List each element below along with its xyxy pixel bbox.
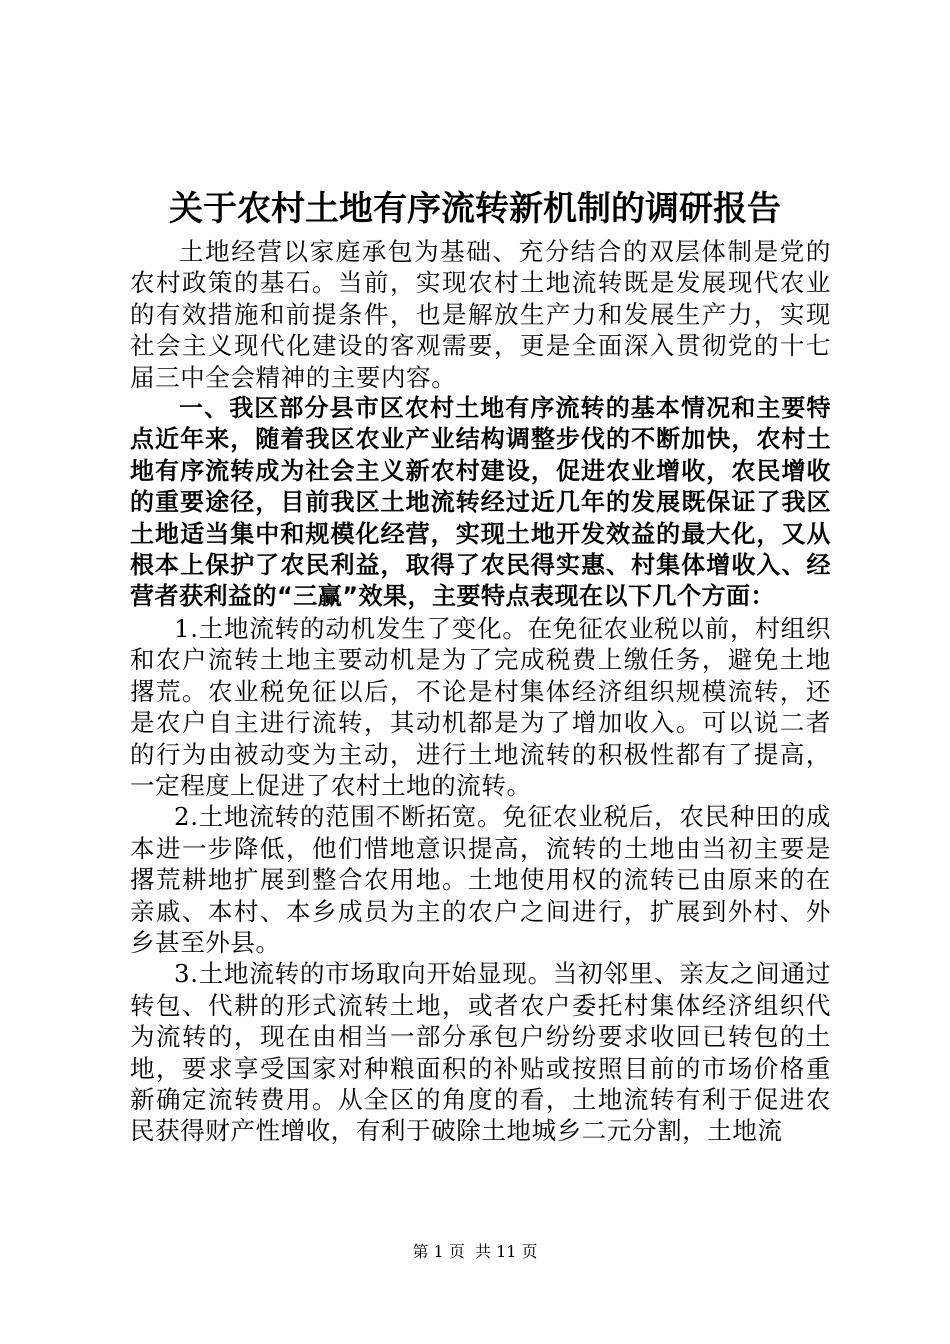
list-item-paragraph-3: 3.土地流转的市场取向开始显现。当初邻里、亲友之间通过转包、代耕的形式流转土地，或者农户委托村集体经济组织代为流转的，现在由相当一部分承包户纷纷要求收回已转包的土地，要求享受国家对种粮面积的补贴或按照目前的市场价格重新确定流转费用。从全区的角度的看，土地流转有利于促进农民获得财产性增收，有利于破除土地城乡二元分割，土地流 [130,959,831,1146]
section-heading-paragraph: 一、我区部分县市区农村土地有序流转的基本情况和主要特点近年来，随着我区农业产业结构调整步伐的不断加快，农村土地有序流转成为社会主义新农村建设，促进农业增收，农民增收的重要途径，目前我区土地流转经过近几年的发展既保证了我区土地适当集中和规模化经营，实现土地开发效益的最大化，又从根本上保护了农民利益，取得了农民得实惠、村集体增收入、经营者获利益的“三赢”效果，主要特点表现在以下几个方面： [130,394,831,611]
document-title: 关于农村土地有序流转新机制的调研报告 [169,189,781,229]
intro-paragraph: 土地经营以家庭承包为基础、充分结合的双层体制是党的农村政策的基石。当前，实现农村土地流转既是发展现代农业的有效措施和前提条件，也是解放生产力和发展生产力，实现社会主义现代化建设的客观需要，更是全面深入贯彻党的十七届三中全会精神的主要内容。 [130,237,831,392]
page-number-label: 第 1 页 共 11 页 [412,1242,538,1261]
page-footer [0,1242,950,1262]
list-item-paragraph-2: 2.土地流转的范围不断拓宽。免征农业税后，农民种田的成本进一步降低，他们惜地意识提高，流转的土地由当初主要是撂荒耕地扩展到整合农用地。土地使用权的流转已由原来的在亲戚、本村、本乡成员为主的农户之间进行，扩展到外村、外乡甚至外县。 [130,802,831,957]
document-body [130,236,831,1147]
list-item-paragraph-1: 1.土地流转的动机发生了变化。在免征农业税以前，村组织和农户流转土地主要动机是为了完成税费上缴任务，避免土地撂荒。农业税免征以后，不论是村集体经济组织规模流转，还是农户自主进行流转，其动机都是为了增加收入。可以说二者的行为由被动变为主动，进行土地流转的积极性都有了提高，一定程度上促进了农村土地的流转。 [130,613,831,800]
